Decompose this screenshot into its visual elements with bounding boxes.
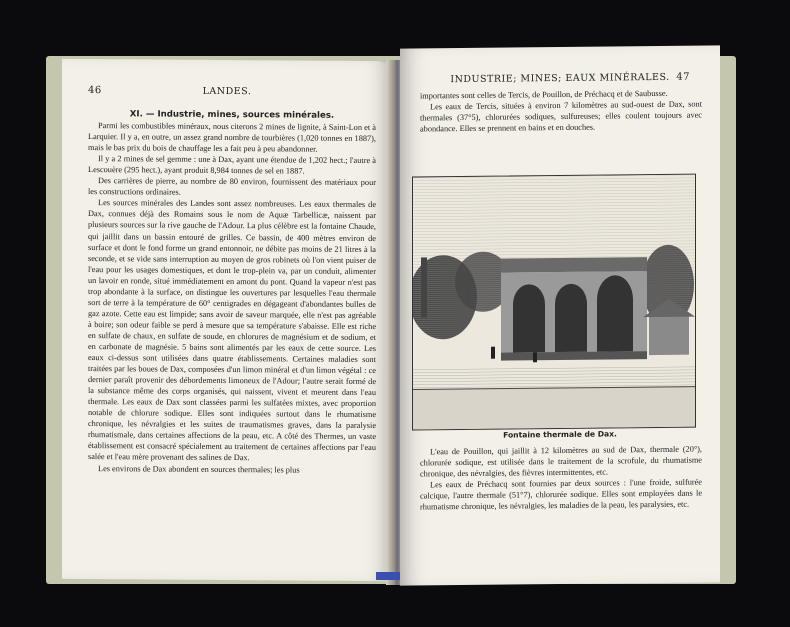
- running-head: INDUSTRIE; MINES; EAUX MINÉRALES.: [450, 71, 670, 86]
- right-page-bottom-text: [420, 444, 702, 513]
- paragraph: L'eau de Pouillon, qui jaillit à 12 kilomètres au sud de Dax, thermale (20°), chlorurée sodique, est utilisée dans le traitement de la scrofule, du rhumatisme chronique, des névralgies, des fièvres intermittentes, etc.: [420, 444, 702, 479]
- thermal-fountain-engraving: [413, 175, 695, 430]
- running-head: LANDES.: [202, 85, 252, 98]
- right-page: [400, 45, 720, 585]
- paragraph: importantes sont celles de Tercis, de Pouillon, de Préchacq et de Saubusse.: [420, 88, 668, 101]
- paragraph: Il y a 2 mines de sel gemme : une à Dax, ayant une étendue de 1,202 hect.; l'autre à Lescouère (295 hect.), ayant produit 8,984 tonnes de sel en 1887.: [88, 154, 376, 176]
- paragraph: Les eaux de Préchacq sont fournies par deux sources : l'une froide, sulfurée calcique, l'autre thermale (51°7), chlorurée sodique. Elles sont employées dans le rhumatisme chronique, les névralgies, les maladies de la peau, les paralysies, etc.: [420, 477, 702, 512]
- paragraph: Les environs de Dax abondent en sources thermales; les plus: [98, 463, 300, 475]
- engraving-illustration: [412, 174, 696, 431]
- left-page-header: [62, 85, 392, 101]
- paragraph: Les eaux de Tercis, situées à environ 7 kilomètres au sud-ouest de Dax, sont thermales (37°5), chlorurées sodiques, sulfureuses; elles coulent toujours avec abondance. Elles se prennent en bains et en douches.: [420, 99, 702, 134]
- paragraph: Parmi les combustibles minéraux, nous citerons 2 mines de lignite, à Saint-Lon et à Larquier. Il y a, en outre, un assez grand nombre de tourbières (1,020 tonnes en 1887), mais le bas prix du bois de chauffage les a fait peu à peu abandonner.: [88, 121, 376, 154]
- right-page-top-text: [420, 88, 702, 135]
- page-number: 46: [88, 85, 102, 97]
- left-page: [62, 59, 392, 581]
- left-page-body: [88, 109, 376, 476]
- headband: [376, 572, 402, 580]
- paragraph: Des carrières de pierre, au nombre de 80 environ, fournissent des matériaux pour les constructions ordinaires.: [88, 176, 376, 198]
- paragraph: Les sources minérales des Landes sont assez nombreuses. Les eaux thermales de Dax, connues déjà des Romains sous le nom de Aquæ Tarbellicæ, naissent par plusieurs sources sur la rive gauche de l'Adour. La plus célèbre est la fontaine Chaude, qui jaillit dans un bassin entouré de grilles. Ce bassin, de 400 mètres environ de surface et dont le fond forme un grand entonnoir, ne débite pas moins de 21 litres à la seconde, et se vide sans interruption au moyen de gros robinets où l'on vient puiser de l'eau pour les usages domestiques, et dont le trop-plein va, par un conduit, alimenter un lavoir en ronde, situé immédiatement en amont du pont. Quand la vapeur n'est pas trop abondante à la surface, on distingue les ouvertures par lesquelles l'eau thermale sort de terre à la température de 60° centigrades en dégageant d'abondantes bulles de gaz azote. Cette eau est limpide; sans avoir de saveur marquée, elle n'est pas agréable à boire; son odeur faible se perd à mesure que sa température s'abaisse. Elle est riche en sulfate de chaux, en sulfate de soude, en chlorures de magnésium et de sodium, et en carbonate de magnésie. 5 bains sont alimentés par les eaux de cette source. Les eaux ci-dessus sont utilisées dans quatre établissements. Certaines maladies sont traitées par les boues de Dax, composées d'un limon minéral et d'un limon végétal : ce dernier paraît provenir des débordements limoneux de l'Adour; l'autre serait formé de la substance même des corps organisés, qui naissent, vivent et meurent dans l'eau thermale. Les eaux de Dax sont classées parmi les sulfatées mixtes, avec proportion notable de chlorure sodique. Elles sont indiquées surtout dans le rhumatisme chronique, les névralgies et les suites de traumatismes graves, dans la paralysie rhumatismale, dans certaines affections de la peau, etc. A côté des Thermes, un vaste établissement est consacré spécialement au traitement de certaines affections par l'eau salée et l'eau mère provenant des salines de Dax.: [88, 198, 376, 463]
- right-page-header: [400, 71, 720, 88]
- page-number: 47: [676, 71, 690, 83]
- section-title: XI. — Industrie, mines, sources minérales.: [129, 109, 335, 121]
- engraving-caption: Fontaine thermale de Dax.: [503, 429, 617, 440]
